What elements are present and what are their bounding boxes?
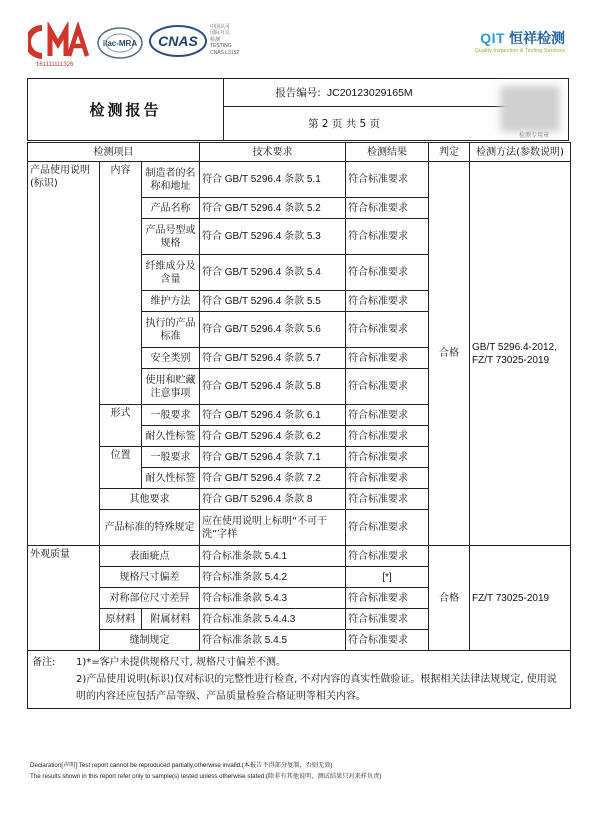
declaration	[30, 760, 381, 782]
item-cell: 缝制规定	[100, 630, 200, 651]
header-verdict: 判定	[429, 143, 470, 162]
item-cell: 其他要求	[100, 489, 200, 510]
result-cell: 符合标准要求	[346, 630, 429, 651]
cma-number: 161111111326	[36, 62, 74, 68]
method-cell: GB/T 5296.4-2012, FZ/T 73025-2019	[470, 162, 571, 546]
requirement-cell: 符合标准条款 5.4.5	[200, 630, 346, 651]
stamp-text: 检测专用章	[519, 132, 550, 139]
item-cell: 纤维成分及含量	[142, 255, 200, 291]
requirement-cell: 符合 GB/T 5296.4 条款 5.7	[200, 348, 346, 369]
result-cell: 符合标准要求	[346, 468, 429, 489]
requirement-cell: 符合 GB/T 5296.4 条款 8	[200, 489, 346, 510]
table-header-row	[28, 143, 571, 162]
requirement-cell: 符合标准条款 5.4.1	[200, 546, 346, 567]
logo-row	[28, 22, 573, 68]
group-label: 外观质量	[28, 546, 100, 651]
requirement-cell: 符合 GB/T 5296.4 条款 5.3	[200, 219, 346, 255]
result-cell: 符合标准要求	[346, 405, 429, 426]
requirement-cell: 应在使用说明上标明“不可干洗”字样	[200, 510, 346, 546]
cnas-info-line: 国际互认	[210, 30, 231, 37]
result-cell: 符合标准要求	[346, 588, 429, 609]
remark-row	[28, 651, 571, 709]
cnas-logo	[148, 24, 208, 58]
result-cell: 符合标准要求	[346, 447, 429, 468]
report-number-label: 报告编号:	[275, 87, 321, 99]
item-cell: 使用和贮藏注意事项	[142, 369, 200, 405]
requirement-cell: 符合 GB/T 5296.4 条款 5.8	[200, 369, 346, 405]
requirement-cell: 符合 GB/T 5296.4 条款 5.4	[200, 255, 346, 291]
qit-subtitle: Quality Inspection & Testing Services	[474, 48, 565, 54]
sub-group-form: 形式	[100, 405, 142, 447]
requirement-cell: 符合 GB/T 5296.4 条款 5.6	[200, 312, 346, 348]
sub-group-content: 内容	[100, 162, 142, 405]
header-requirement: 技术要求	[200, 143, 346, 162]
item-cell: 耐久性标签	[142, 426, 200, 447]
result-cell: 符合标准要求	[346, 369, 429, 405]
result-cell: 符合标准要求	[346, 426, 429, 447]
result-cell: 符合标准要求	[346, 198, 429, 219]
result-cell: 符合标准要求	[346, 546, 429, 567]
requirement-cell: 符合 GB/T 5296.4 条款 5.2	[200, 198, 346, 219]
group-label: 产品使用说明(标识)	[28, 162, 100, 546]
requirement-cell: 符合 GB/T 5296.4 条款 5.1	[200, 162, 346, 198]
qit-name: 恒祥检测	[509, 30, 565, 46]
sub-group-position: 位置	[100, 447, 142, 489]
requirement-cell: 符合 GB/T 5296.4 条款 6.2	[200, 426, 346, 447]
item-cell: 产品标准的特殊规定	[100, 510, 200, 546]
remark-label: 备注:	[32, 657, 56, 668]
item-cell: 附属材料	[142, 609, 200, 630]
svg-text:ilac-MRA: ilac-MRA	[102, 39, 138, 48]
item-cell: 制造者的名称和地址	[142, 162, 200, 198]
result-cell: 符合标准要求	[346, 219, 429, 255]
cnas-info-line: CNAS L3152	[210, 49, 240, 56]
page-info: 第 2 页 共 5 页	[307, 118, 381, 130]
stamp-image	[500, 86, 560, 132]
item-cell: 规格尺寸偏差	[100, 567, 200, 588]
remark-cell	[28, 651, 571, 709]
item-cell: 对称部位尺寸差异	[100, 588, 200, 609]
test-results-table	[27, 142, 571, 709]
header-item: 检测项目	[28, 143, 200, 162]
sub-group-material: 原材料	[100, 609, 142, 630]
requirement-cell: 符合 GB/T 5296.4 条款 6.1	[200, 405, 346, 426]
svg-text:CNAS: CNAS	[158, 33, 198, 49]
verdict-cell: 合格	[429, 162, 470, 546]
qit-mark: QIT	[480, 30, 506, 46]
item-cell: 维护方法	[142, 291, 200, 312]
remark-line-1: 1)*=客户未提供规格尺寸, 规格尺寸偏差不测。	[76, 657, 286, 668]
item-cell: 表面疵点	[100, 546, 200, 567]
requirement-cell: 符合 GB/T 5296.4 条款 7.1	[200, 447, 346, 468]
result-cell: 符合标准要求	[346, 312, 429, 348]
item-cell: 产品名称	[142, 198, 200, 219]
result-cell: 符合标准要求	[346, 255, 429, 291]
cma-logo	[28, 22, 90, 62]
remark-line-2: 2)产品使用说明(标识)仅对标识的完整性进行检查, 不对内容的真实性做验证。根据相关法律法规规定, 使用说明的内容还应包括产品等级、产品质量检验合格证明等相关内容。	[76, 674, 557, 702]
declaration-line-1: Declaration[声明]:Test report cannot be reproduced partially,otherwise invalid.(本报告不得部分复制，否则无效)	[30, 762, 333, 769]
table-row	[28, 546, 571, 567]
report-number-value: JC20123029165M	[326, 86, 413, 99]
item-cell: 产品号型或规格	[142, 219, 200, 255]
cnas-info-line: 中国认可	[210, 24, 231, 30]
requirement-cell: 符合 GB/T 5296.4 条款 5.5	[200, 291, 346, 312]
ilac-mra-logo	[96, 26, 144, 60]
requirement-cell: 符合 GB/T 5296.4 条款 7.2	[200, 468, 346, 489]
cnas-info	[210, 24, 239, 56]
cnas-info-line: 检测	[210, 36, 221, 43]
declaration-line-2: The results shown in this report refer only to sample(s) tested unless otherwise stated.(除非有其他说明，测试结果只对来样负责)	[30, 773, 382, 780]
result-cell: 符合标准要求	[346, 609, 429, 630]
cnas-info-line: TESTING	[210, 43, 232, 50]
header-result: 检测结果	[346, 143, 429, 162]
verdict-cell: 合格	[429, 546, 470, 651]
method-cell: FZ/T 73025-2019	[470, 546, 571, 651]
result-cell: 符合标准要求	[346, 510, 429, 546]
result-cell: 符合标准要求	[346, 348, 429, 369]
header-method: 检测方法(参数说明)	[470, 143, 571, 162]
item-cell: 执行的产品标准	[142, 312, 200, 348]
report-number	[224, 79, 464, 106]
table-row	[28, 162, 571, 198]
item-cell: 一般要求	[142, 405, 200, 426]
requirement-cell: 符合标准条款 5.4.3	[200, 588, 346, 609]
item-cell: 安全类别	[142, 348, 200, 369]
result-cell: 符合标准要求	[346, 489, 429, 510]
item-cell: 一般要求	[142, 447, 200, 468]
report-header	[27, 78, 569, 141]
result-cell: [*]	[346, 567, 429, 588]
result-cell: 符合标准要求	[346, 291, 429, 312]
item-cell: 耐久性标签	[142, 468, 200, 489]
report-title: 检测报告	[89, 101, 162, 119]
result-cell: 符合标准要求	[346, 162, 429, 198]
requirement-cell: 符合标准条款 5.4.2	[200, 567, 346, 588]
requirement-cell: 符合标准条款 5.4.4.3	[200, 609, 346, 630]
qit-logo	[475, 28, 565, 54]
